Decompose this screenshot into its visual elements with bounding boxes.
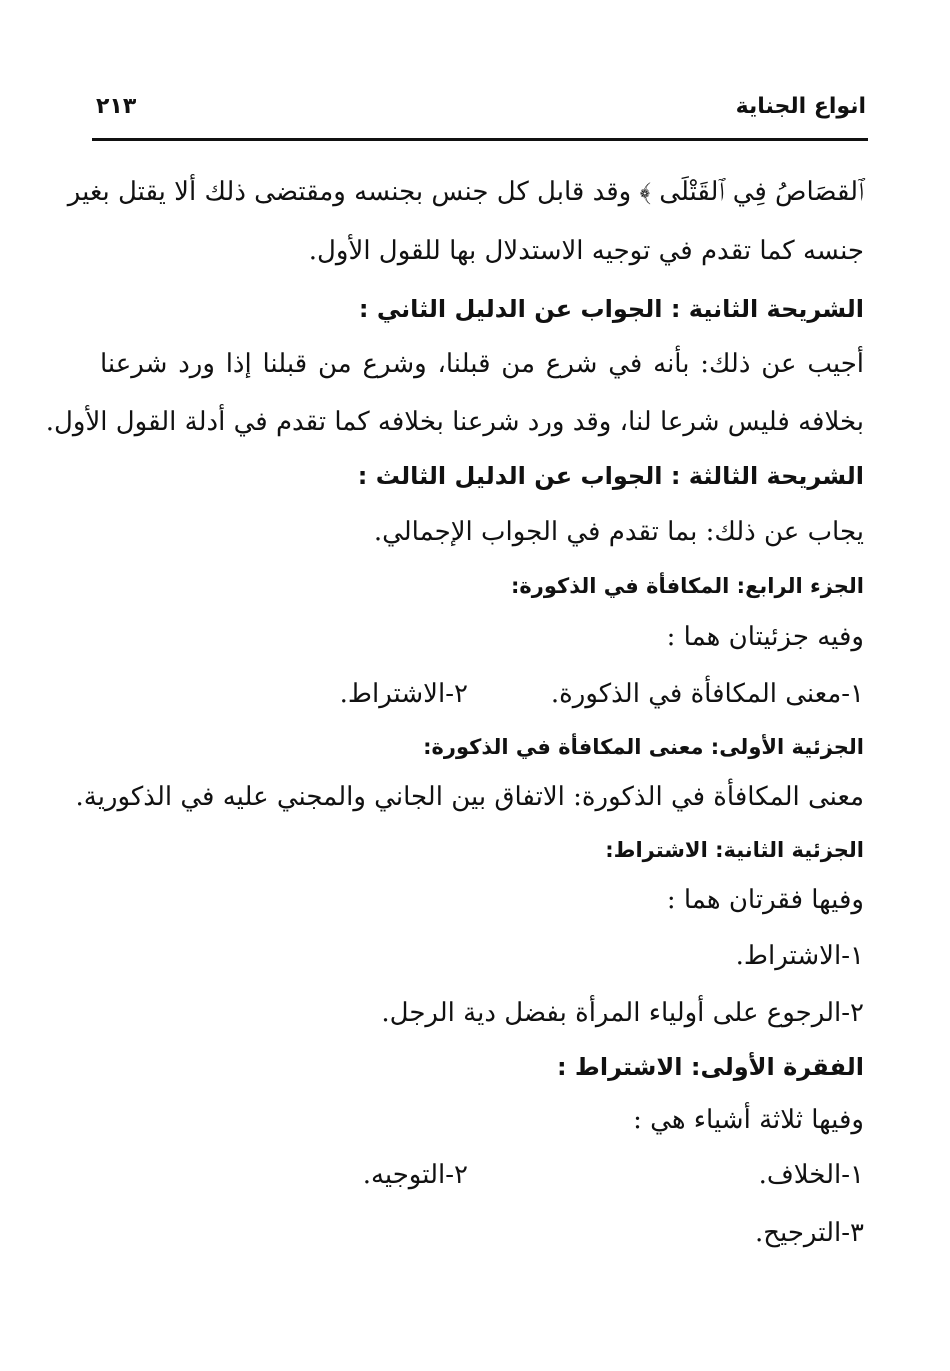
paragraph-line: ﭐﻟﻘﺼَﺎصُ ﻓِﻲ ﭐﻟﻘَﺘْﻠَﻰ ﴾ وقد قابل كل جنس بجنسه ومقتضى ذلك ألا يقتل بغير	[67, 177, 864, 207]
paragraph-line: بخلافه فليس شرعا لنا، وقد ورد شرعنا بخلافه كما تقدم في أدلة القول الأول.	[45, 407, 864, 437]
paragraph-line: جنسه كما تقدم في توجيه الاستدلال بها للقول الأول.	[308, 236, 864, 266]
paragraph-line: وفيه جزئيتان هما :	[666, 622, 864, 652]
paragraph-line: وفيها فقرتان هما :	[666, 885, 864, 915]
header-title: انواع الجناية	[735, 94, 866, 119]
section-heading: الشريحة الثانية : الجواب عن الدليل الثاني :	[358, 295, 864, 323]
page-number: ٢١٣	[96, 94, 137, 119]
list-item: ١-الخلاف.	[758, 1160, 864, 1190]
paragraph-line: معنى المكافأة في الذكورة: الاتفاق بين الجاني والمجني عليه في الذكورية.	[75, 782, 864, 812]
list-item: ٣-الترجيح.	[754, 1218, 864, 1248]
section-heading: الجزئية الأولى: معنى المكافأة في الذكورة:	[423, 735, 864, 759]
paragraph-line: وفيها ثلاثة أشياء هي :	[633, 1105, 864, 1135]
section-heading: الجزء الرابع: المكافأة في الذكورة:	[510, 574, 864, 598]
paragraph-line: أجيب عن ذلك: بأنه في شرع من قبلنا، وشرع من قبلنا إذا ورد شرعنا	[100, 349, 864, 379]
paragraph-line: يجاب عن ذلك: بما تقدم في الجواب الإجمالي.	[373, 517, 864, 547]
list-item: ١-معنى المكافأة في الذكورة.	[550, 679, 864, 709]
header-rule	[92, 138, 868, 141]
section-heading: الفقرة الأولى: الاشتراط :	[556, 1053, 864, 1081]
list-item: ١-الاشتراط.	[735, 941, 864, 971]
running-header	[96, 92, 866, 136]
section-heading: الجزئية الثانية: الاشتراط:	[605, 838, 864, 862]
list-item: ٢-التوجيه.	[362, 1160, 468, 1190]
list-item: ٢-الرجوع على أولياء المرأة بفضل دية الرجل.	[381, 998, 864, 1028]
section-heading: الشريحة الثالثة : الجواب عن الدليل الثالث :	[357, 462, 864, 490]
list-item: ٢-الاشتراط.	[339, 679, 468, 709]
